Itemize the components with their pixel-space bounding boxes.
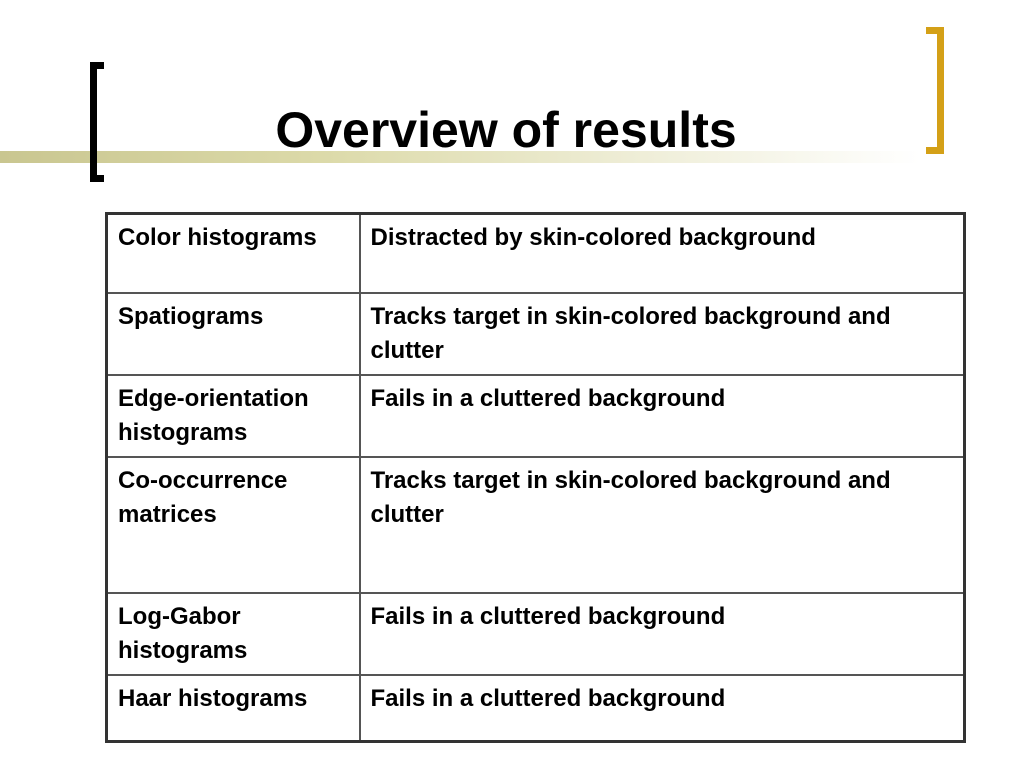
method-cell: Color histograms [107, 214, 360, 293]
table-row [107, 457, 965, 593]
result-cell: Distracted by skin-colored background [360, 214, 965, 293]
table-row [107, 293, 965, 375]
result-cell: Fails in a cluttered background [360, 675, 965, 742]
method-cell: Spatiograms [107, 293, 360, 375]
method-cell: Log-Gabor histograms [107, 593, 360, 675]
slide-title: Overview of results [275, 102, 737, 158]
result-cell: Tracks target in skin-colored background and clutter [360, 293, 965, 375]
results-table [105, 212, 966, 743]
result-cell: Fails in a cluttered background [360, 593, 965, 675]
result-cell: Tracks target in skin-colored background and clutter [360, 457, 965, 593]
method-cell: Co-occurrence matrices [107, 457, 360, 593]
table-row [107, 214, 965, 293]
result-cell: Fails in a cluttered background [360, 375, 965, 457]
table-row [107, 593, 965, 675]
table-row [107, 675, 965, 742]
method-cell: Haar histograms [107, 675, 360, 742]
table-row [107, 375, 965, 457]
method-cell: Edge-orientation histograms [107, 375, 360, 457]
